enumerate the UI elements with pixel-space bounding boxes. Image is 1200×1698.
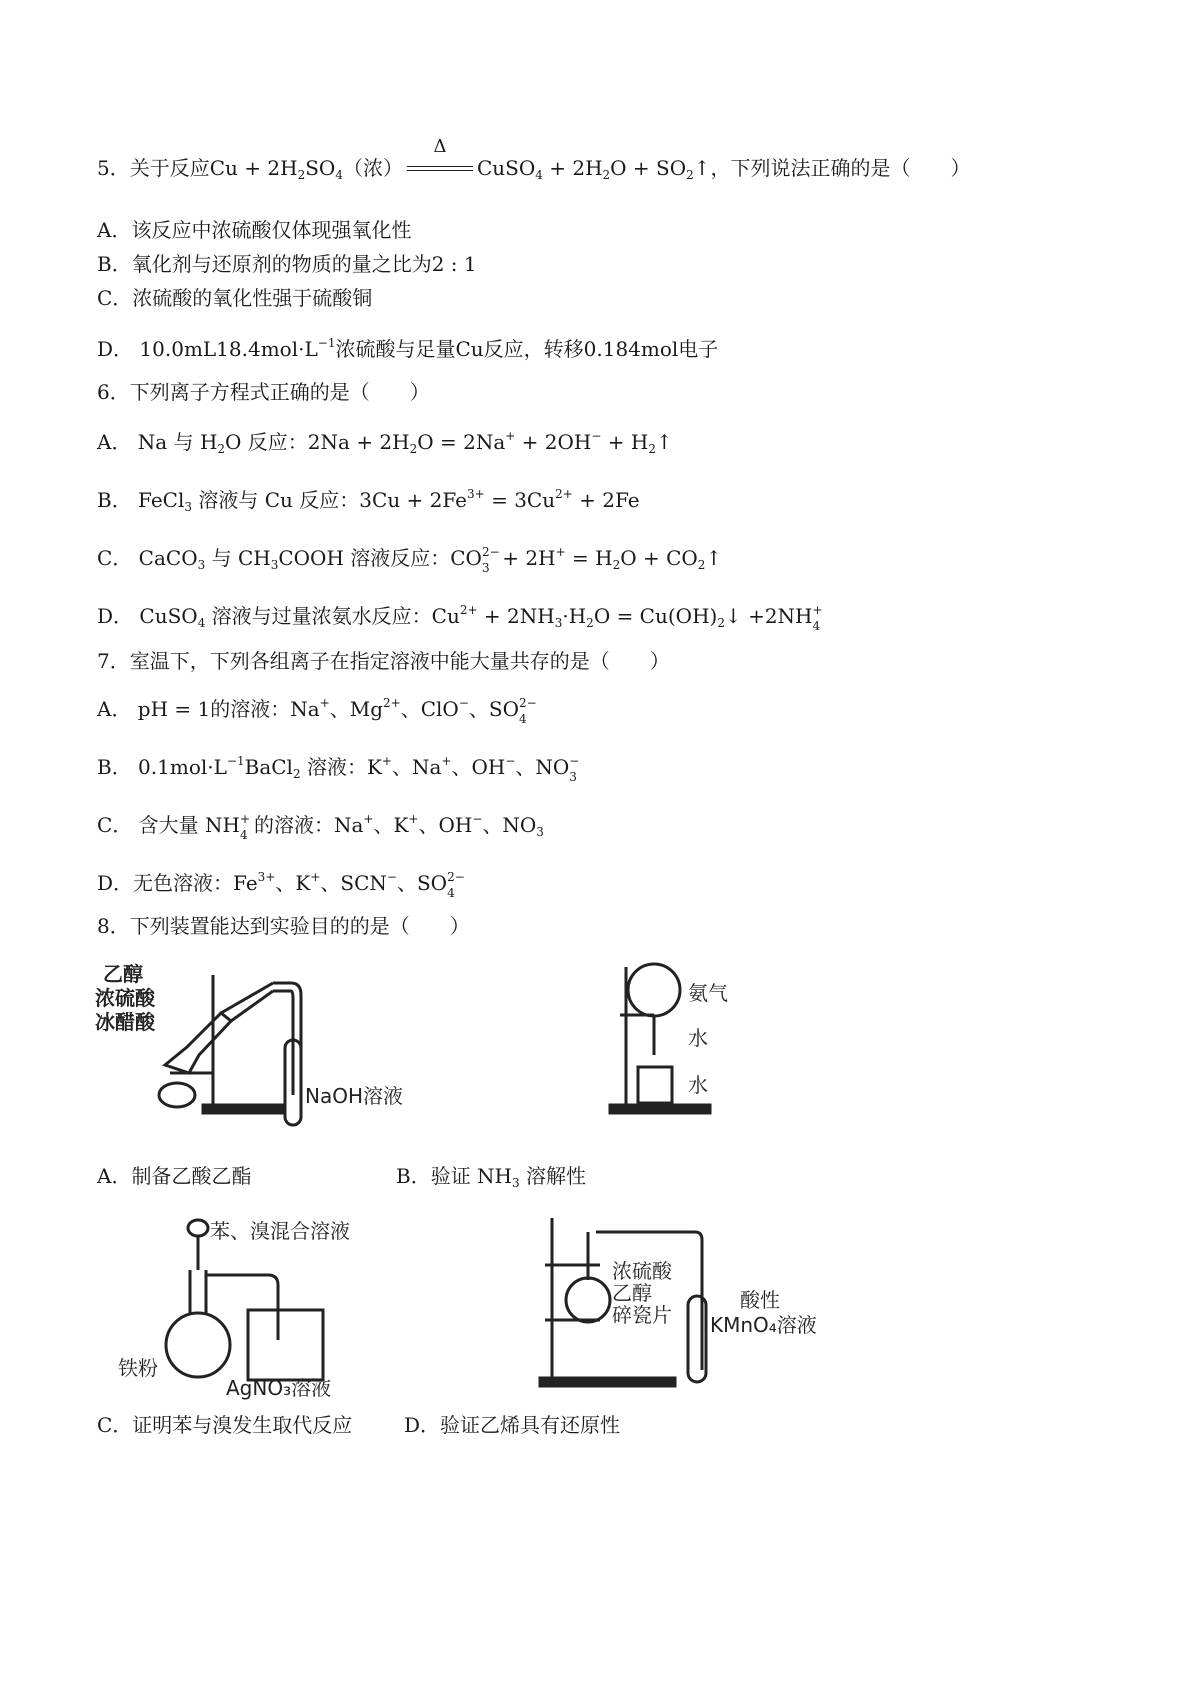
q7-option-c: C． 含大量 NH + 4 的溶液：Na+、K+、OH−、$NO_3$	[97, 811, 544, 842]
apparatus-a-drawing	[159, 975, 301, 1125]
label-acetic-acid: 冰醋酸	[95, 1010, 155, 1034]
q5-option-b: B．氧化剂与还原剂的物质的量之比为2 : 1	[97, 252, 477, 276]
label-water-beaker: 水	[688, 1073, 708, 1097]
label-conc-sulfuric: 浓硫酸	[95, 986, 155, 1010]
q6-option-b: B． FeCl$_3$ 溶液与 Cu 反应：$3Cu + 2Fe^{3+} = 3Cu^{2+} + 2Fe$	[97, 487, 640, 514]
heat-condition-arrow: Δ	[405, 160, 475, 180]
q6-option-c: C． CaCO$_3$ 与 $CH_3COOH$ 溶液反应：CO 2− 3 + $2H^+ = H_2O$ + $CO_2↑$	[97, 544, 723, 575]
q7-option-a: A． pH = 1的溶液：Na+、$Mg^{2+}$、ClO−、SO 2− 4	[97, 695, 537, 726]
label-naoh-solution: NaOH溶液	[305, 1084, 403, 1108]
label-benzene-bromine: 苯、溴混合溶液	[210, 1219, 350, 1243]
label-agno3-solution: AgNO₃溶液	[226, 1376, 332, 1400]
q8-caption-c: C．证明苯与溴发生取代反应	[97, 1413, 353, 1437]
label-iron-powder: 铁粉	[118, 1356, 158, 1380]
q8-stem: 8．下列装置能达到实验目的的是（ ）	[97, 914, 470, 938]
figure-a-ester-apparatus	[95, 955, 435, 1139]
q7-option-b: B． $0.1mol\cdot L^{-1}BaCl_2$ 溶液：K+、Na+、OH−、NO − 3	[97, 753, 580, 784]
label-conc-sulfuric-d: 浓硫酸	[612, 1259, 672, 1283]
figure-b-fountain-apparatus	[610, 955, 810, 1129]
label-porcelain-chips: 碎瓷片	[612, 1303, 672, 1327]
q5-option-d: D． $10.0mL18.4mol\cdot L^{-1}$浓硫酸与足量Cu反应，转移0.184mol电子	[97, 336, 719, 361]
q5-option-a: A．该反应中浓硫酸仅体现强氧化性	[97, 218, 412, 242]
figure-d-ethylene-apparatus	[540, 1210, 840, 1404]
q8-caption-a: A．制备乙酸乙酯	[97, 1164, 252, 1188]
q8-caption-b: B．验证 $NH_3$ 溶解性	[396, 1164, 587, 1190]
label-water-dropper: 水	[688, 1026, 708, 1050]
q7-stem: 7．室温下，下列各组离子在指定溶液中能大量共存的是（ ）	[97, 649, 670, 673]
label-ethanol-d: 乙醇	[612, 1281, 652, 1305]
q5-option-c: C．浓硫酸的氧化性强于硫酸铜	[97, 286, 373, 310]
q5-stem: 5．关于反应$Cu + 2H_2SO_4$（浓） Δ CuSO$_4$ + $2H_2O$ + $SO_2↑$，下列说法正确的是（ ）	[97, 135, 971, 182]
q8-caption-d: D．验证乙烯具有还原性	[404, 1413, 621, 1437]
q6-stem: 6．下列离子方程式正确的是（ ）	[97, 380, 430, 404]
q6-option-d: D． CuSO$_4$ 溶液与过量浓氨水反应：$Cu^{2+} + 2NH_3\cdot H_2O$ = $Cu(OH)_2↓ +2NH$ + 4	[97, 602, 823, 633]
figure-c-bromination-apparatus	[118, 1210, 378, 1404]
q6-option-a: A． Na 与 $H_2O$ 反应：$2Na + 2H_2O = 2Na^+ + 2OH^-$ + $H_2↑$	[97, 429, 673, 456]
label-ethanol: 乙醇	[103, 962, 143, 986]
label-ammonia: 氨气	[688, 981, 728, 1005]
label-kmno4-solution: KMnO₄溶液	[710, 1313, 817, 1337]
q7-option-d: D．无色溶液：$Fe^{3+}$、K+、SCN−、SO 2− 4	[97, 869, 465, 900]
apparatus-c-drawing	[166, 1220, 323, 1380]
label-acidic: 酸性	[740, 1288, 780, 1312]
